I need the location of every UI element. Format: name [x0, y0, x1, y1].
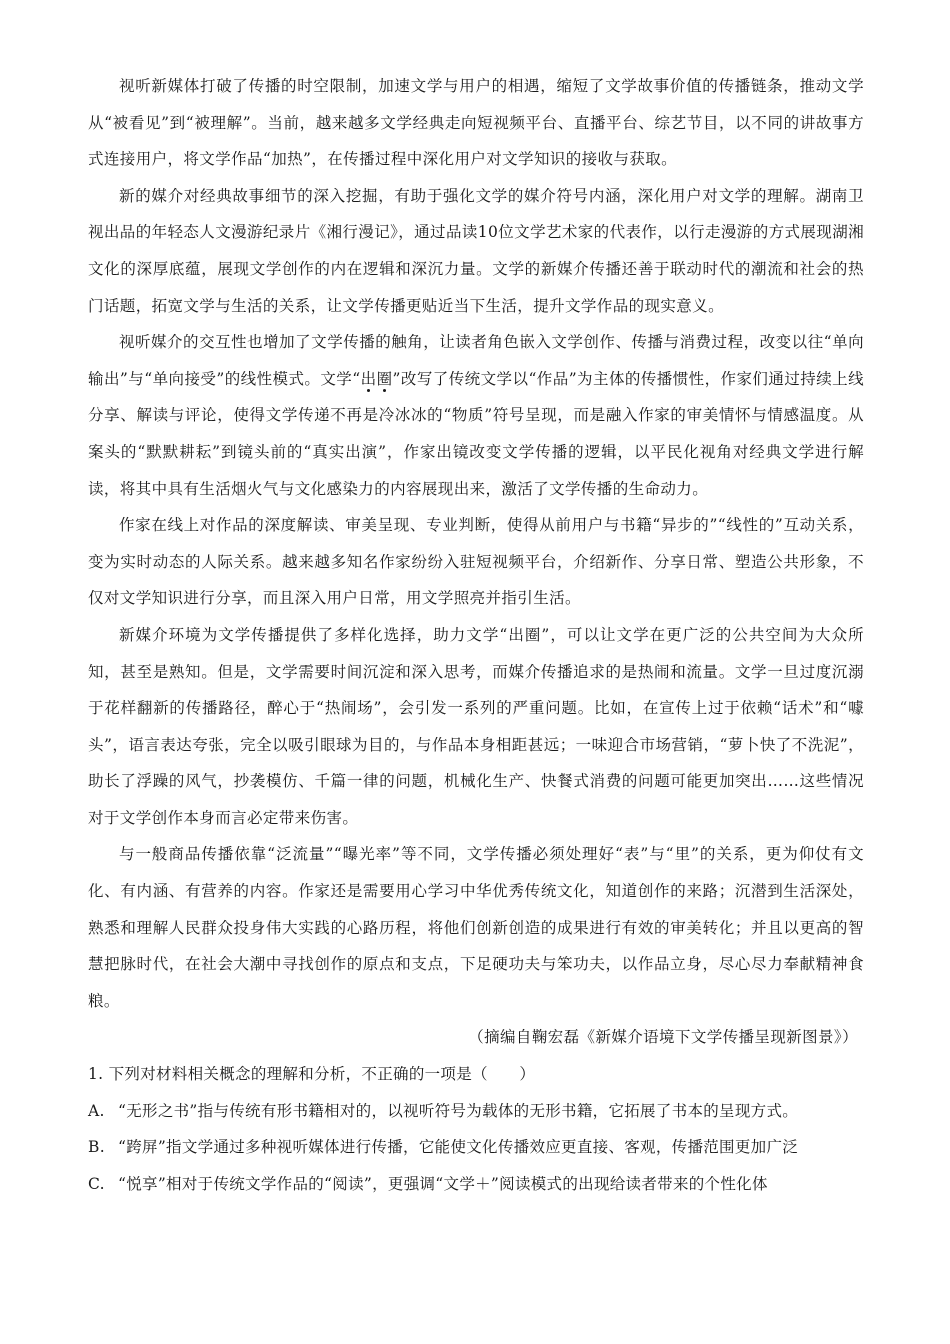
emphasized-char-chu: 出 [360, 369, 377, 388]
option-c-letter: C. [88, 1174, 105, 1193]
document-content [88, 68, 864, 1202]
option-b [88, 1129, 864, 1166]
emphasized-char-quan: 圈 [376, 369, 393, 388]
article-source: （摘编自鞠宏磊《新媒介语境下文学传播呈现新图景》） [468, 1028, 858, 1047]
option-a-letter: A. [88, 1101, 105, 1120]
option-c [88, 1166, 864, 1203]
article-paragraph-6: 与一般商品传播依靠“泛流量”“曝光率”等不同，文学传播必须处理好“表”与“里”的关系，更为仰仗有文化、有内涵、有营养的内容。作家还是需要用心学习中华优秀传统文化，知道创作的来路；沉潜到生活深处，熟悉和理解人民群众投身伟大实践的心路历程，将他们创新创造的成果进行有效的审美转化；并且以更高的智慧把脉时代，在社会大潮中寻找创作的原点和支点，下足硬功夫与笨功夫，以作品立身，尽心尽力奉献精神食粮。 [88, 845, 864, 1010]
article-paragraph-4: 作家在线上对作品的深度解读、审美呈现、专业判断，使得从前用户与书籍“异步的”“线性的”互动关系，变为实时动态的人际关系。越来越多知名作家纷纷入驻短视频平台，介绍新作、分享日常、塑造公共形象，不仅对文学知识进行分享，而且深入用户日常，用文学照亮并指引生活。 [88, 516, 864, 608]
option-b-letter: B. [88, 1138, 105, 1157]
article-paragraph-2: 新的媒介对经典故事细节的深入挖掘，有助于强化文学的媒介符号内涵，深化用户对文学的理解。湖南卫视出品的年轻态人文漫游纪录片《湘行漫记》，通过品读10位文学艺术家的代表作，以行走漫游的方式展现湖湘文化的深厚底蕴，展现文学创作的内在逻辑和深沉力量。文学的新媒介传播还善于联动时代的潮流和社会的热门话题，拓宽文学与生活的关系，让文学传播更贴近当下生活，提升文学作品的现实意义。 [88, 186, 864, 315]
option-c-text: “悦享”相对于传统文学作品的“阅读”，更强调“文学＋”阅读模式的出现给读者带来的个性化体 [118, 1174, 768, 1193]
article-paragraph-5: 新媒介环境为文学传播提供了多样化选择，助力文学“出圈”，可以让文学在更广泛的公共空间为大众所知，甚至是熟知。但是，文学需要时间沉淀和深入思考，而媒介传播追求的是热闹和流量。文学一旦过度沉溺于花样翻新的传播路径，醉心于“热闹场”，会引发一系列的严重问题。比如，在宣传上过于依赖“话术”和“噱头”，语言表达夸张，完全以吸引眼球为目的，与作品本身相距甚远；一味迎合市场营销，“萝卜快了不洗泥”，助长了浮躁的风气，抄袭模仿、千篇一律的问题，机械化生产、快餐式消费的问题可能更加突出……这些情况对于文学创作本身而言必定带来伤害。 [88, 625, 864, 827]
article-paragraph-3 [88, 324, 864, 507]
question-stem: 1. 下列对材料相关概念的理解和分析，不正确的一项是（ ） [88, 1065, 536, 1084]
option-a [88, 1093, 864, 1130]
paragraph-3-text-start: 视听媒介的交互性也增加了文学传播的触角，让读者角色嵌入文学创作、传播与消费过程，改变以往“单向输出”与“单向接受”的线性模式。文学“ [88, 333, 864, 388]
option-b-text: “跨屏”指文学通过多种视听媒体进行传播，它能使文化传播效应更直接、客观，传播范围更加广泛 [118, 1138, 799, 1157]
paragraph-3-text-end: ”改写了传统文学以“作品”为主体的传播惯性，作家们通过持续上线分享、解读与评论，使得文学传递不再是冷冰冰的“物质”符号呈现，而是融入作家的审美情怀与情感温度。从案头的“默默耕耘”到镜头前的“真实出演”，作家出镜改变文学传播的逻辑，以平民化视角对经典文学进行解读，将其中具有生活烟火气与文化感染力的内容展现出来，激活了文学传播的生命动力。 [88, 369, 864, 498]
article-paragraph-1: 视听新媒体打破了传播的时空限制，加速文学与用户的相遇，缩短了文学故事价值的传播链条，推动文学从“被看见”到“被理解”。当前，越来越多文学经典走向短视频平台、直播平台、综艺节目，以不同的讲故事方式连接用户，将文学作品“加热”，在传播过程中深化用户对文学知识的接收与获取。 [88, 77, 864, 169]
option-a-text: “无形之书”指与传统有形书籍相对的，以视听符号为载体的无形书籍，它拓展了书本的呈现方式。 [118, 1101, 799, 1120]
